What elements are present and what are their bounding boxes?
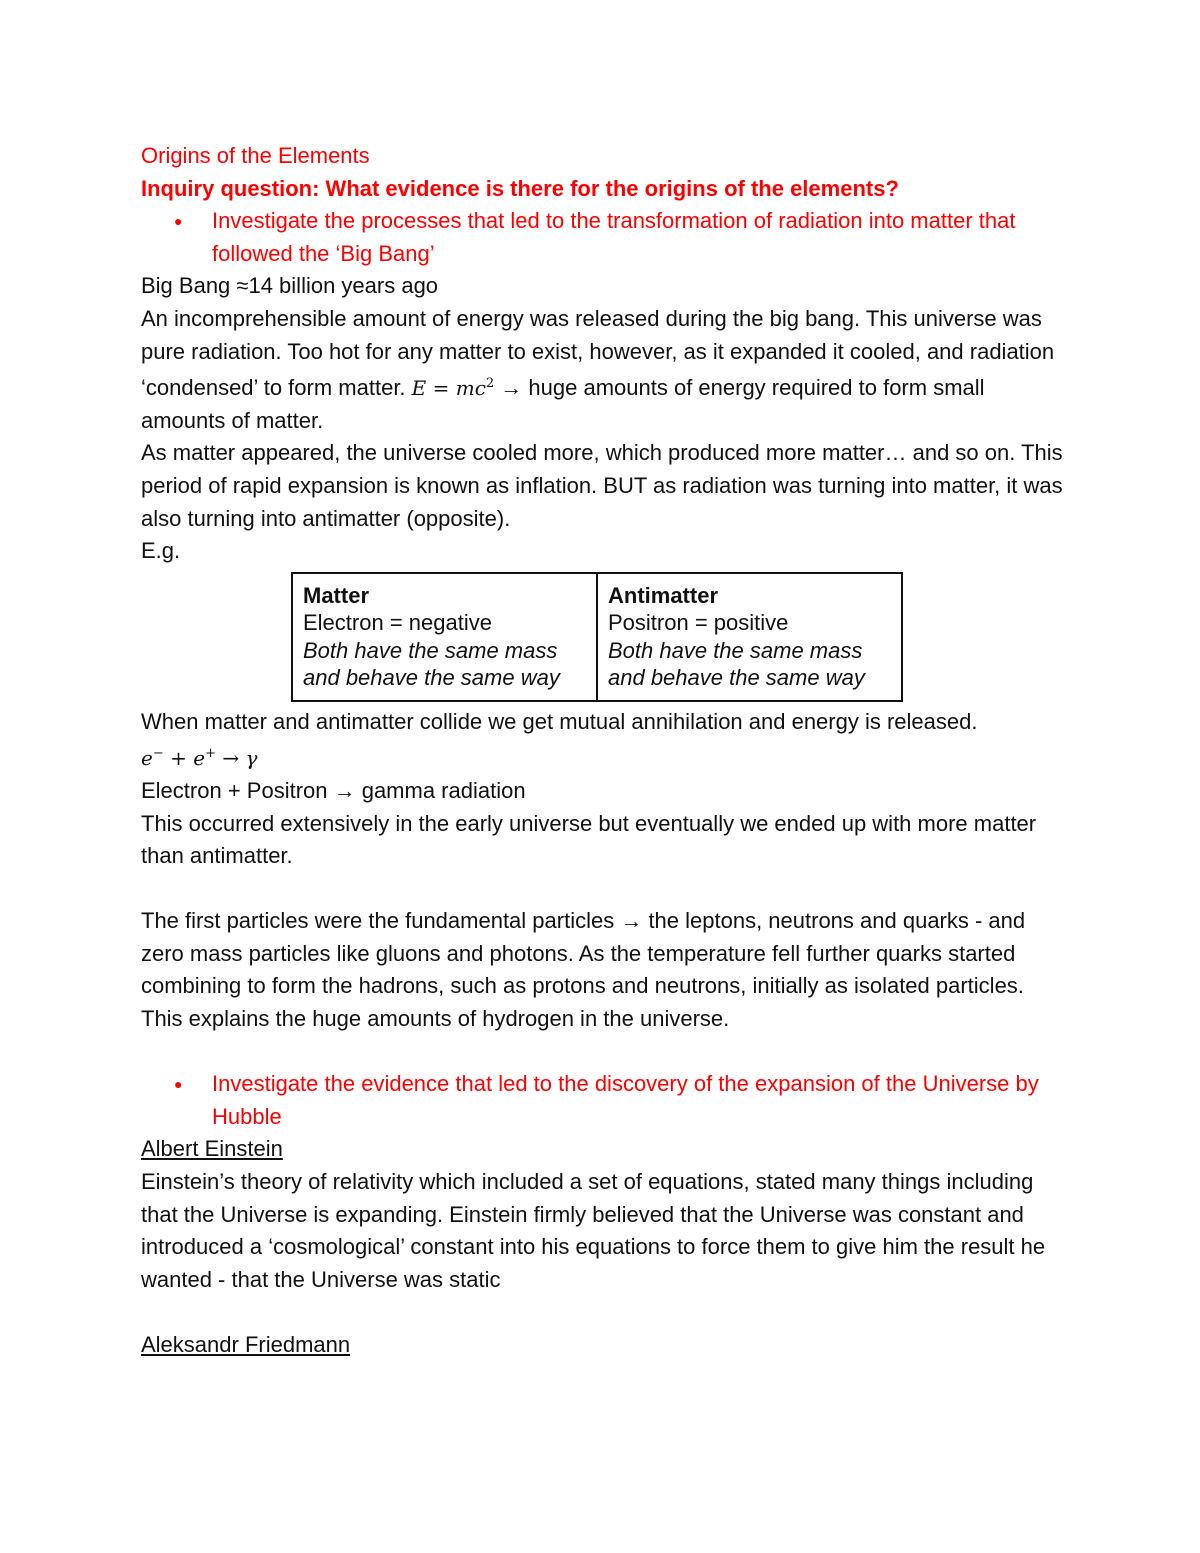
equation-symbol: e bbox=[193, 746, 206, 771]
paragraph-early-universe: This occurred extensively in the early universe but eventually we ended up with more matter than antimatter. bbox=[141, 810, 1037, 869]
annihilation-equation bbox=[141, 738, 1071, 775]
matter-antimatter-table bbox=[291, 572, 903, 702]
bullet-text: Investigate the processes that led to the transformation of radiation into matter that followed the ‘Big Bang’ bbox=[212, 208, 1016, 266]
paragraph-text: → huge amounts of energy required to form small amounts of matter. bbox=[141, 375, 985, 433]
bullet-icon: ● bbox=[174, 213, 183, 230]
equation-emc2 bbox=[412, 376, 495, 400]
bullet-item bbox=[141, 1068, 1071, 1133]
paragraph-energy bbox=[141, 303, 1071, 437]
blank-line bbox=[141, 1296, 1071, 1329]
electron-positron-line: Electron + Positron → gamma radiation bbox=[141, 777, 526, 803]
friedmann-heading: Aleksandr Friedmann bbox=[141, 1332, 351, 1357]
equation-symbol: γ bbox=[245, 746, 258, 771]
blank-line bbox=[141, 1036, 1071, 1069]
blank-line bbox=[141, 873, 1071, 906]
inquiry-question: Inquiry question: What evidence is there for the origins of the elements? bbox=[141, 175, 899, 201]
antimatter-title: Antimatter bbox=[608, 582, 719, 608]
paragraph-text: An incomprehensible amount of energy was released during the big bang. This universe was pure radiation. Too hot for any matter to exist, however, as it expanded it cooled, and radiation ‘condensed’ to form matter. bbox=[141, 305, 1055, 401]
matter-cell bbox=[292, 573, 597, 701]
einstein-heading: Albert Einstein bbox=[141, 1136, 283, 1162]
bullet-icon: ● bbox=[174, 1076, 183, 1093]
antimatter-line: Positron = positive bbox=[608, 610, 789, 636]
matter-title: Matter bbox=[303, 582, 370, 608]
equation-exponent: 2 bbox=[485, 376, 495, 392]
paragraph-inflation: As matter appeared, the universe cooled more, which produced more matter… and so on. This period of rapid expansion is known as inflation. BUT as radiation was turning into matter, it was also turning into antimatter (opposite). bbox=[141, 440, 1063, 531]
big-bang-line: Big Bang ≈14 billion years ago bbox=[141, 273, 439, 299]
annihilation-text: When matter and antimatter collide we get mutual annihilation and energy is released. bbox=[141, 708, 978, 734]
example-label: E.g. bbox=[141, 538, 181, 564]
antimatter-cell bbox=[597, 573, 902, 701]
document-body bbox=[141, 140, 1071, 1362]
equation-exponent: + bbox=[205, 746, 216, 762]
paragraph-particles: The first particles were the fundamental particles → the leptons, neutrons and quarks - and zero mass particles like gluons and photons. As the temperature fell further quarks started combining to form the hadrons, such as protons and neutrons, initially as isolated particles. This explains the huge amounts of hydrogen in the universe. bbox=[141, 908, 1026, 1032]
equation-operator: + bbox=[163, 746, 194, 771]
antimatter-note: Both have the same mass and behave the same way bbox=[608, 637, 865, 691]
bullet-text: Investigate the evidence that led to the discovery of the expansion of the Universe by Hubble bbox=[212, 1071, 1039, 1129]
equation-exponent: − bbox=[152, 746, 164, 762]
table-row bbox=[292, 573, 902, 701]
einstein-paragraph: Einstein’s theory of relativity which included a set of equations, stated many things including that the Universe is expanding. Einstein firmly believed that the Universe was constant and introduced a ‘cosmological’ constant into his equations to force them to give him the result he wanted - that the Universe was static bbox=[141, 1169, 1046, 1292]
matter-note: Both have the same mass and behave the same way bbox=[303, 637, 560, 691]
equation-symbol: e bbox=[141, 746, 153, 771]
matter-line: Electron = negative bbox=[303, 610, 492, 636]
page-title: Origins of the Elements bbox=[141, 143, 370, 168]
bullet-item bbox=[141, 205, 1071, 270]
equation-text: E = mc bbox=[411, 376, 486, 401]
equation-arrow: → bbox=[215, 746, 246, 771]
